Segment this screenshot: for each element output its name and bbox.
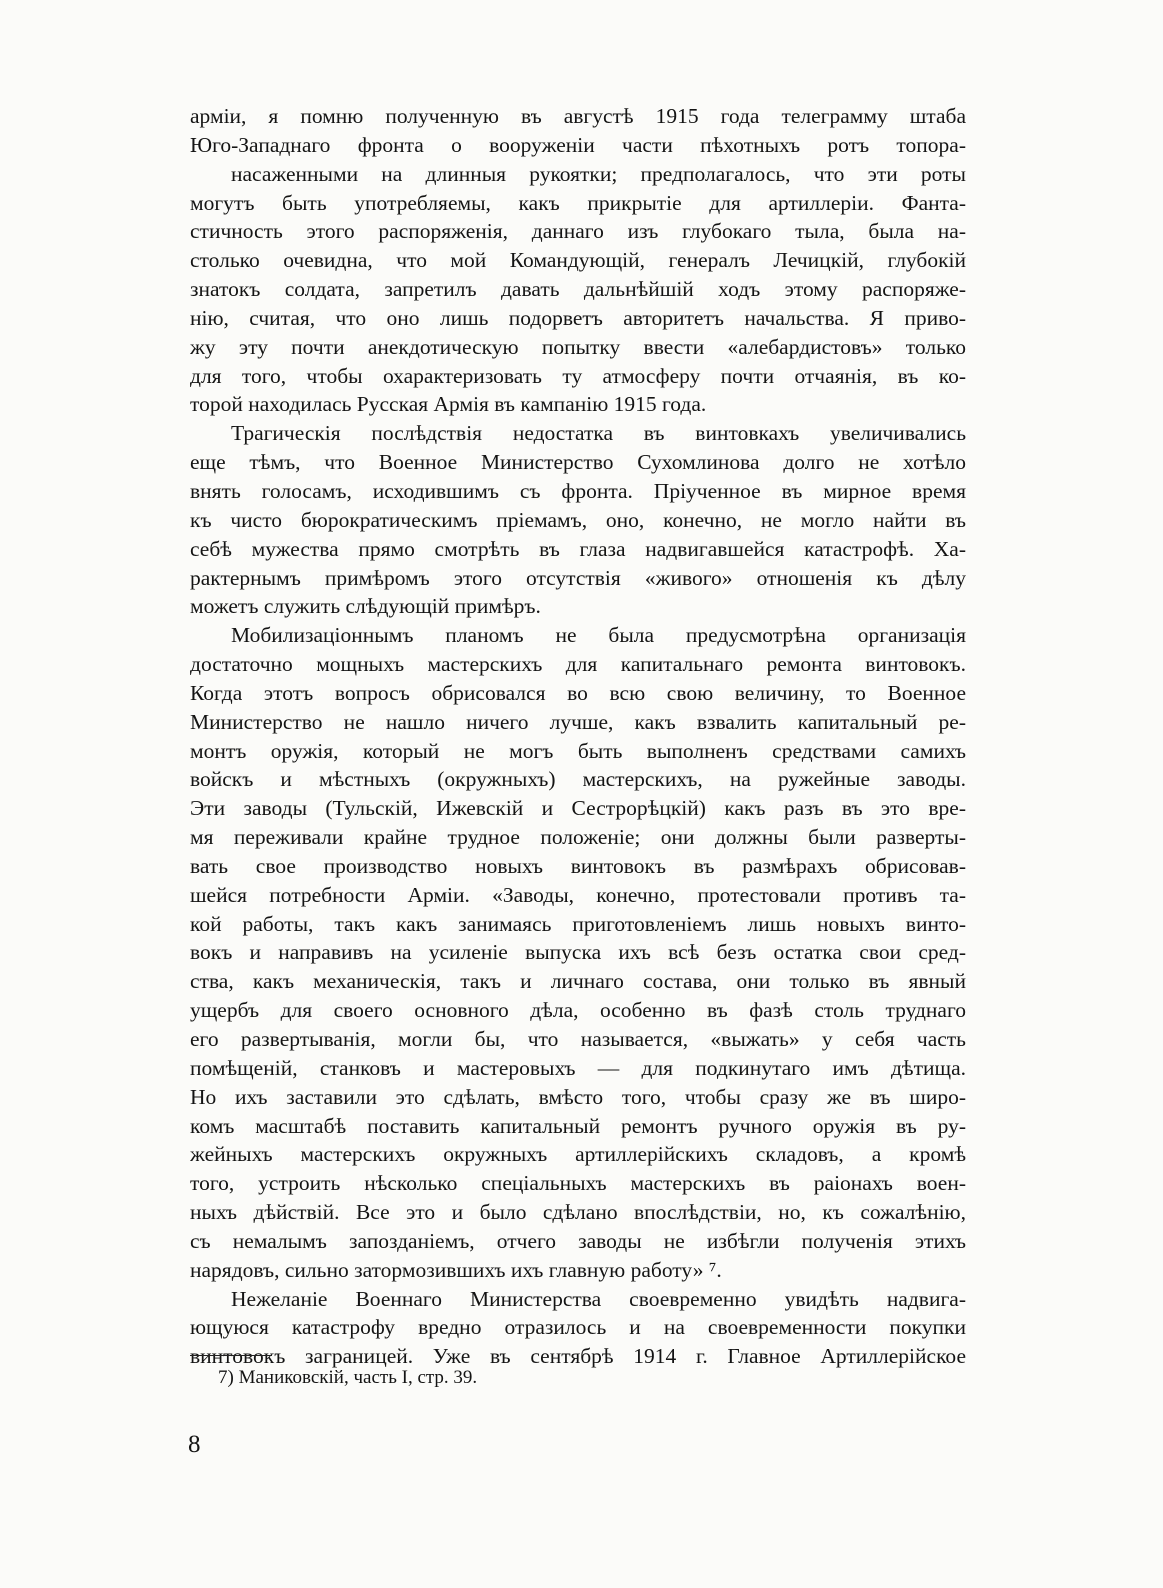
text-line: вокъ и направивъ на усиленiе выпуска ихъ всѣ безъ остатка свои сред- [190, 940, 966, 965]
text-line: ющуюся катастрофу вредно отразилось и на своевременности покупки [190, 1315, 966, 1340]
text-line: къ чисто бюрократическимъ прiемамъ, оно, конечно, не могло найти въ [190, 507, 966, 532]
text-line: насаженными на длинныя рукоятки; предполагалось, что эти роты [231, 161, 966, 186]
text-line: монтъ оружiя, который не могъ быть выполненъ средствами самихъ [190, 738, 966, 763]
text-line: его развертыванiя, могли бы, что называется, «выжать» у себя часть [190, 1027, 966, 1051]
text-line: торой находилась Русская Армiя въ кампанiю 1915 года. [190, 392, 707, 417]
text-line: достаточно мощныхъ мастерскихъ для капитальнаго ремонта винтовокъ. [190, 652, 966, 677]
text-line: можетъ служить слѣдующiй примѣръ. [190, 594, 541, 619]
text-line: себѣ мужества прямо смотрѣть въ глаза надвигавшейся катастрофѣ. Ха- [190, 536, 966, 561]
text-line: шейся потребности Армiи. «Заводы, конечно, протестовали противъ та- [190, 882, 966, 907]
text-line: Трагическiя послѣдствiя недостатка въ винтовкахъ увеличивались [231, 421, 966, 446]
text-line: помѣщенiй, станковъ и мастеровыхъ — для подкинутаго имъ дѣтища. [190, 1055, 966, 1080]
text-line: жейныхъ мастерскихъ окружныхъ артиллерiйскихъ складовъ, а кромѣ [190, 1142, 966, 1167]
text-line: могутъ быть употребляемы, какъ прикрытiе для артиллерiи. Фанта- [190, 190, 966, 215]
text-line: Когда этотъ вопросъ обрисовался во всю свою величину, то Военное [190, 680, 966, 705]
text-line: комъ масштабѣ поставить капитальный ремонтъ ручного оружiя въ ру- [190, 1113, 966, 1138]
text-line: Мобилизацiоннымъ планомъ не была предусмотрѣна организацiя [231, 623, 966, 648]
text-line: для того, чтобы охарактеризовать ту атмосферу почти отчаянiя, въ ко- [190, 363, 966, 388]
text-line: внять голосамъ, исходившимъ съ фронта. Прiученное въ мирное время [190, 478, 966, 503]
text-line: съ немалымъ запозданiемъ, отчего заводы не избѣгли полученiя этихъ [190, 1228, 966, 1253]
text-line: кой работы, такъ какъ занимаясь приготовленiемъ лишь новыхъ винто- [190, 911, 966, 936]
text-line: мя переживали крайне трудное положенiе; они должны были разверты- [190, 825, 966, 850]
text-line: войскъ и мѣстныхъ (окружныхъ) мастерскихъ, на ружейные заводы. [190, 767, 966, 792]
text-line: Юго-Западнаго фронта о вооруженiи части пѣхотныхъ ротъ топора- [190, 132, 966, 157]
text-line: нарядовъ, сильно затормозившихъ ихъ главную работу» ⁷. [190, 1257, 722, 1282]
body-text [190, 102, 966, 1371]
text-line: знатокъ солдата, запретилъ давать дальнѣйшiй ходъ этому распоряже- [190, 277, 966, 302]
footnote-rule [190, 1355, 272, 1356]
page-number: 8 [188, 1431, 201, 1458]
footnote: 7) Маниковскiй, часть I, стр. 39. [218, 1367, 478, 1388]
text-line: ущербъ для своего основного дѣла, особенно въ фазѣ столь труднаго [190, 998, 966, 1023]
text-line: нiю, считая, что оно лишь подорветъ авторитетъ начальства. Я приво- [190, 305, 966, 330]
text-line: столько очевидна, что мой Командующiй, генералъ Лечицкiй, глубокiй [190, 248, 966, 273]
text-line: винтовокъ заграницей. Уже въ сентябрѣ 1914 г. Главное Артиллерiйское [190, 1344, 966, 1369]
text-line: рактернымъ примѣромъ этого отсутствiя «живого» отношенiя къ дѣлу [190, 565, 966, 590]
text-line: Министерство не нашло ничего лучше, какъ взвалить капитальный ре- [190, 709, 966, 734]
text-line: ства, какъ механическiя, такъ и личнаго состава, они только въ явный [190, 969, 966, 994]
text-line: Эти заводы (Тульскiй, Ижевскiй и Сестрорѣцкiй) какъ разъ въ это вре- [190, 796, 966, 821]
text-line: того, устроить нѣсколько спецiальныхъ мастерскихъ въ раiонахъ воен- [190, 1171, 966, 1196]
text-line: ныхъ дѣйствiй. Все это и было сдѣлано впослѣдствiи, но, къ сожалѣнiю, [190, 1200, 966, 1225]
text-line: армiи, я помню полученную въ августѣ 1915 года телеграмму штаба [190, 104, 966, 128]
text-line: еще тѣмъ, что Военное Министерство Сухомлинова долго не хотѣло [190, 450, 966, 475]
text-line: стичность этого распоряженiя, даннаго изъ глубокаго тыла, была на- [190, 219, 966, 244]
text-line: Но ихъ заставили это сдѣлать, вмѣсто того, чтобы сразу же въ широ- [190, 1084, 966, 1109]
text-line: Нежеланiе Военнаго Министерства своевременно увидѣть надвига- [231, 1286, 966, 1311]
text-line: жу эту почти анекдотическую попытку ввести «алебардистовъ» только [190, 334, 966, 359]
text-line: вать свое производство новыхъ винтовокъ въ размѣрахъ обрисовав- [190, 853, 966, 878]
